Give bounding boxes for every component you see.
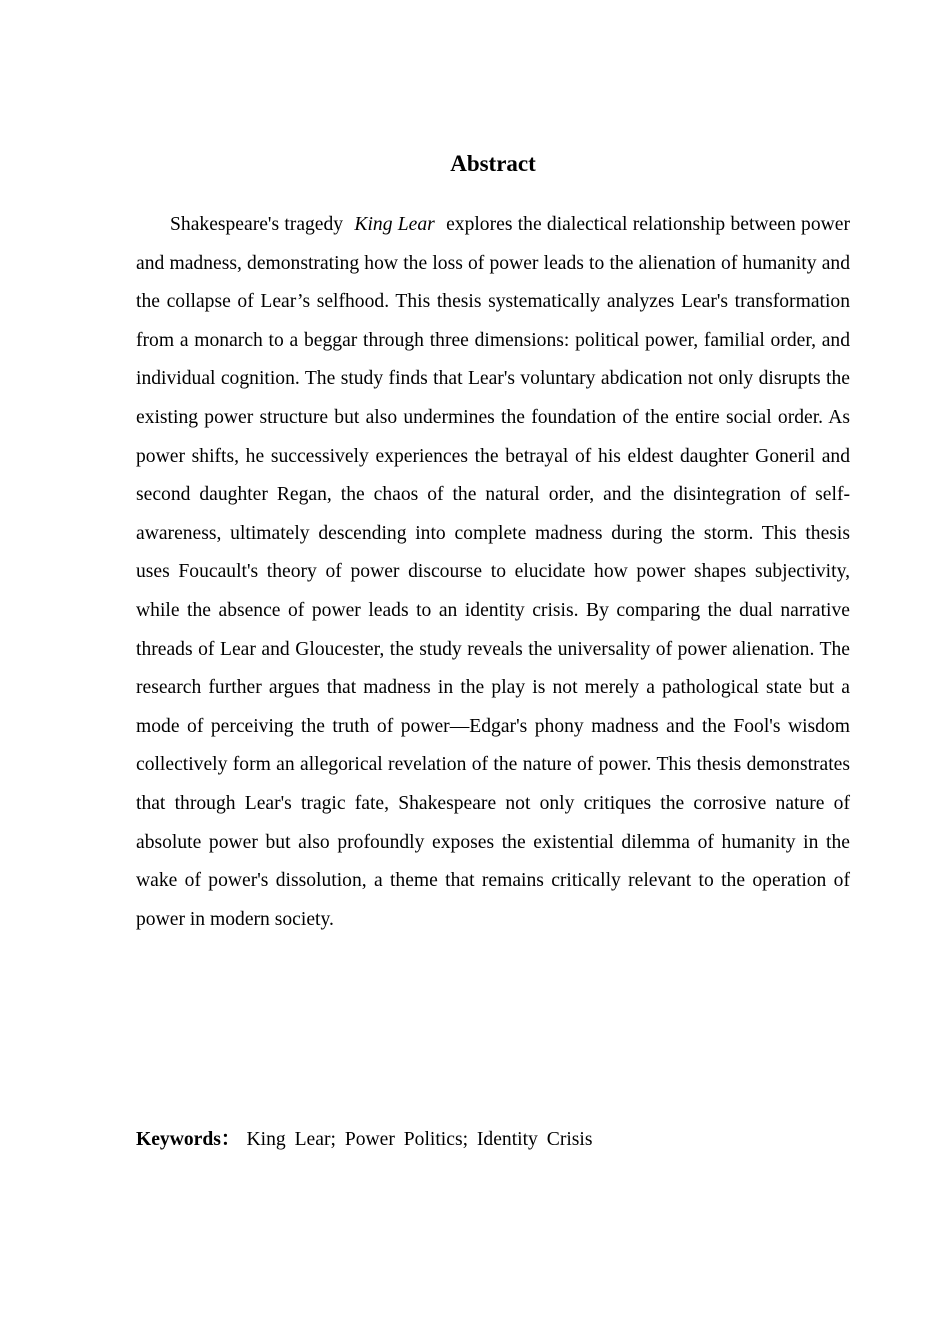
play-title-italic: King Lear	[354, 214, 435, 235]
abstract-paragraph	[136, 206, 850, 939]
keywords-text: King Lear; Power Politics; Identity Crisis	[246, 1129, 593, 1150]
keywords-separator: ：	[220, 1129, 241, 1150]
abstract-text-part2: explores the dialectical relationship between power and madness, demonstrating how the loss of power leads to the alienation of humanity and the collapse of Lear’s selfhood. This thesis systematically analyzes Lear's transformation from a monarch to a beggar through three dimensions: political power, familial order, and individual cognition. The study finds that Lear's voluntary abdication not only disrupts the existing power structure but also undermines the foundation of the entire social order. As power shifts, he successively experiences the betrayal of his eldest daughter Goneril and second daughter Regan, the chaos of the natural order, and the disintegration of self-awareness, ultimately descending into complete madness during the storm. This thesis uses Foucault's theory of power discourse to elucidate how power shapes subjectivity, while the absence of power leads to an identity crisis. By comparing the dual narrative threads of Lear and Gloucester, the study reveals the universality of power alienation. The research further argues that madness in the play is not merely a pathological state but a mode of perceiving the truth of power—Edgar's phony madness and the Fool's wisdom collectively form an allegorical revelation of the nature of power. This thesis demonstrates that through Lear's tragic fate, Shakespeare not only critiques the corrosive nature of absolute power but also profoundly exposes the existential dilemma of humanity in the wake of power's dissolution, a theme that remains critically relevant to the operation of power in modern society.	[136, 214, 850, 930]
abstract-heading: Abstract	[450, 151, 536, 176]
abstract-text-part1: Shakespeare's tragedy	[170, 214, 344, 235]
keywords-label: Keywords	[136, 1129, 221, 1150]
keywords-line	[136, 1124, 593, 1156]
